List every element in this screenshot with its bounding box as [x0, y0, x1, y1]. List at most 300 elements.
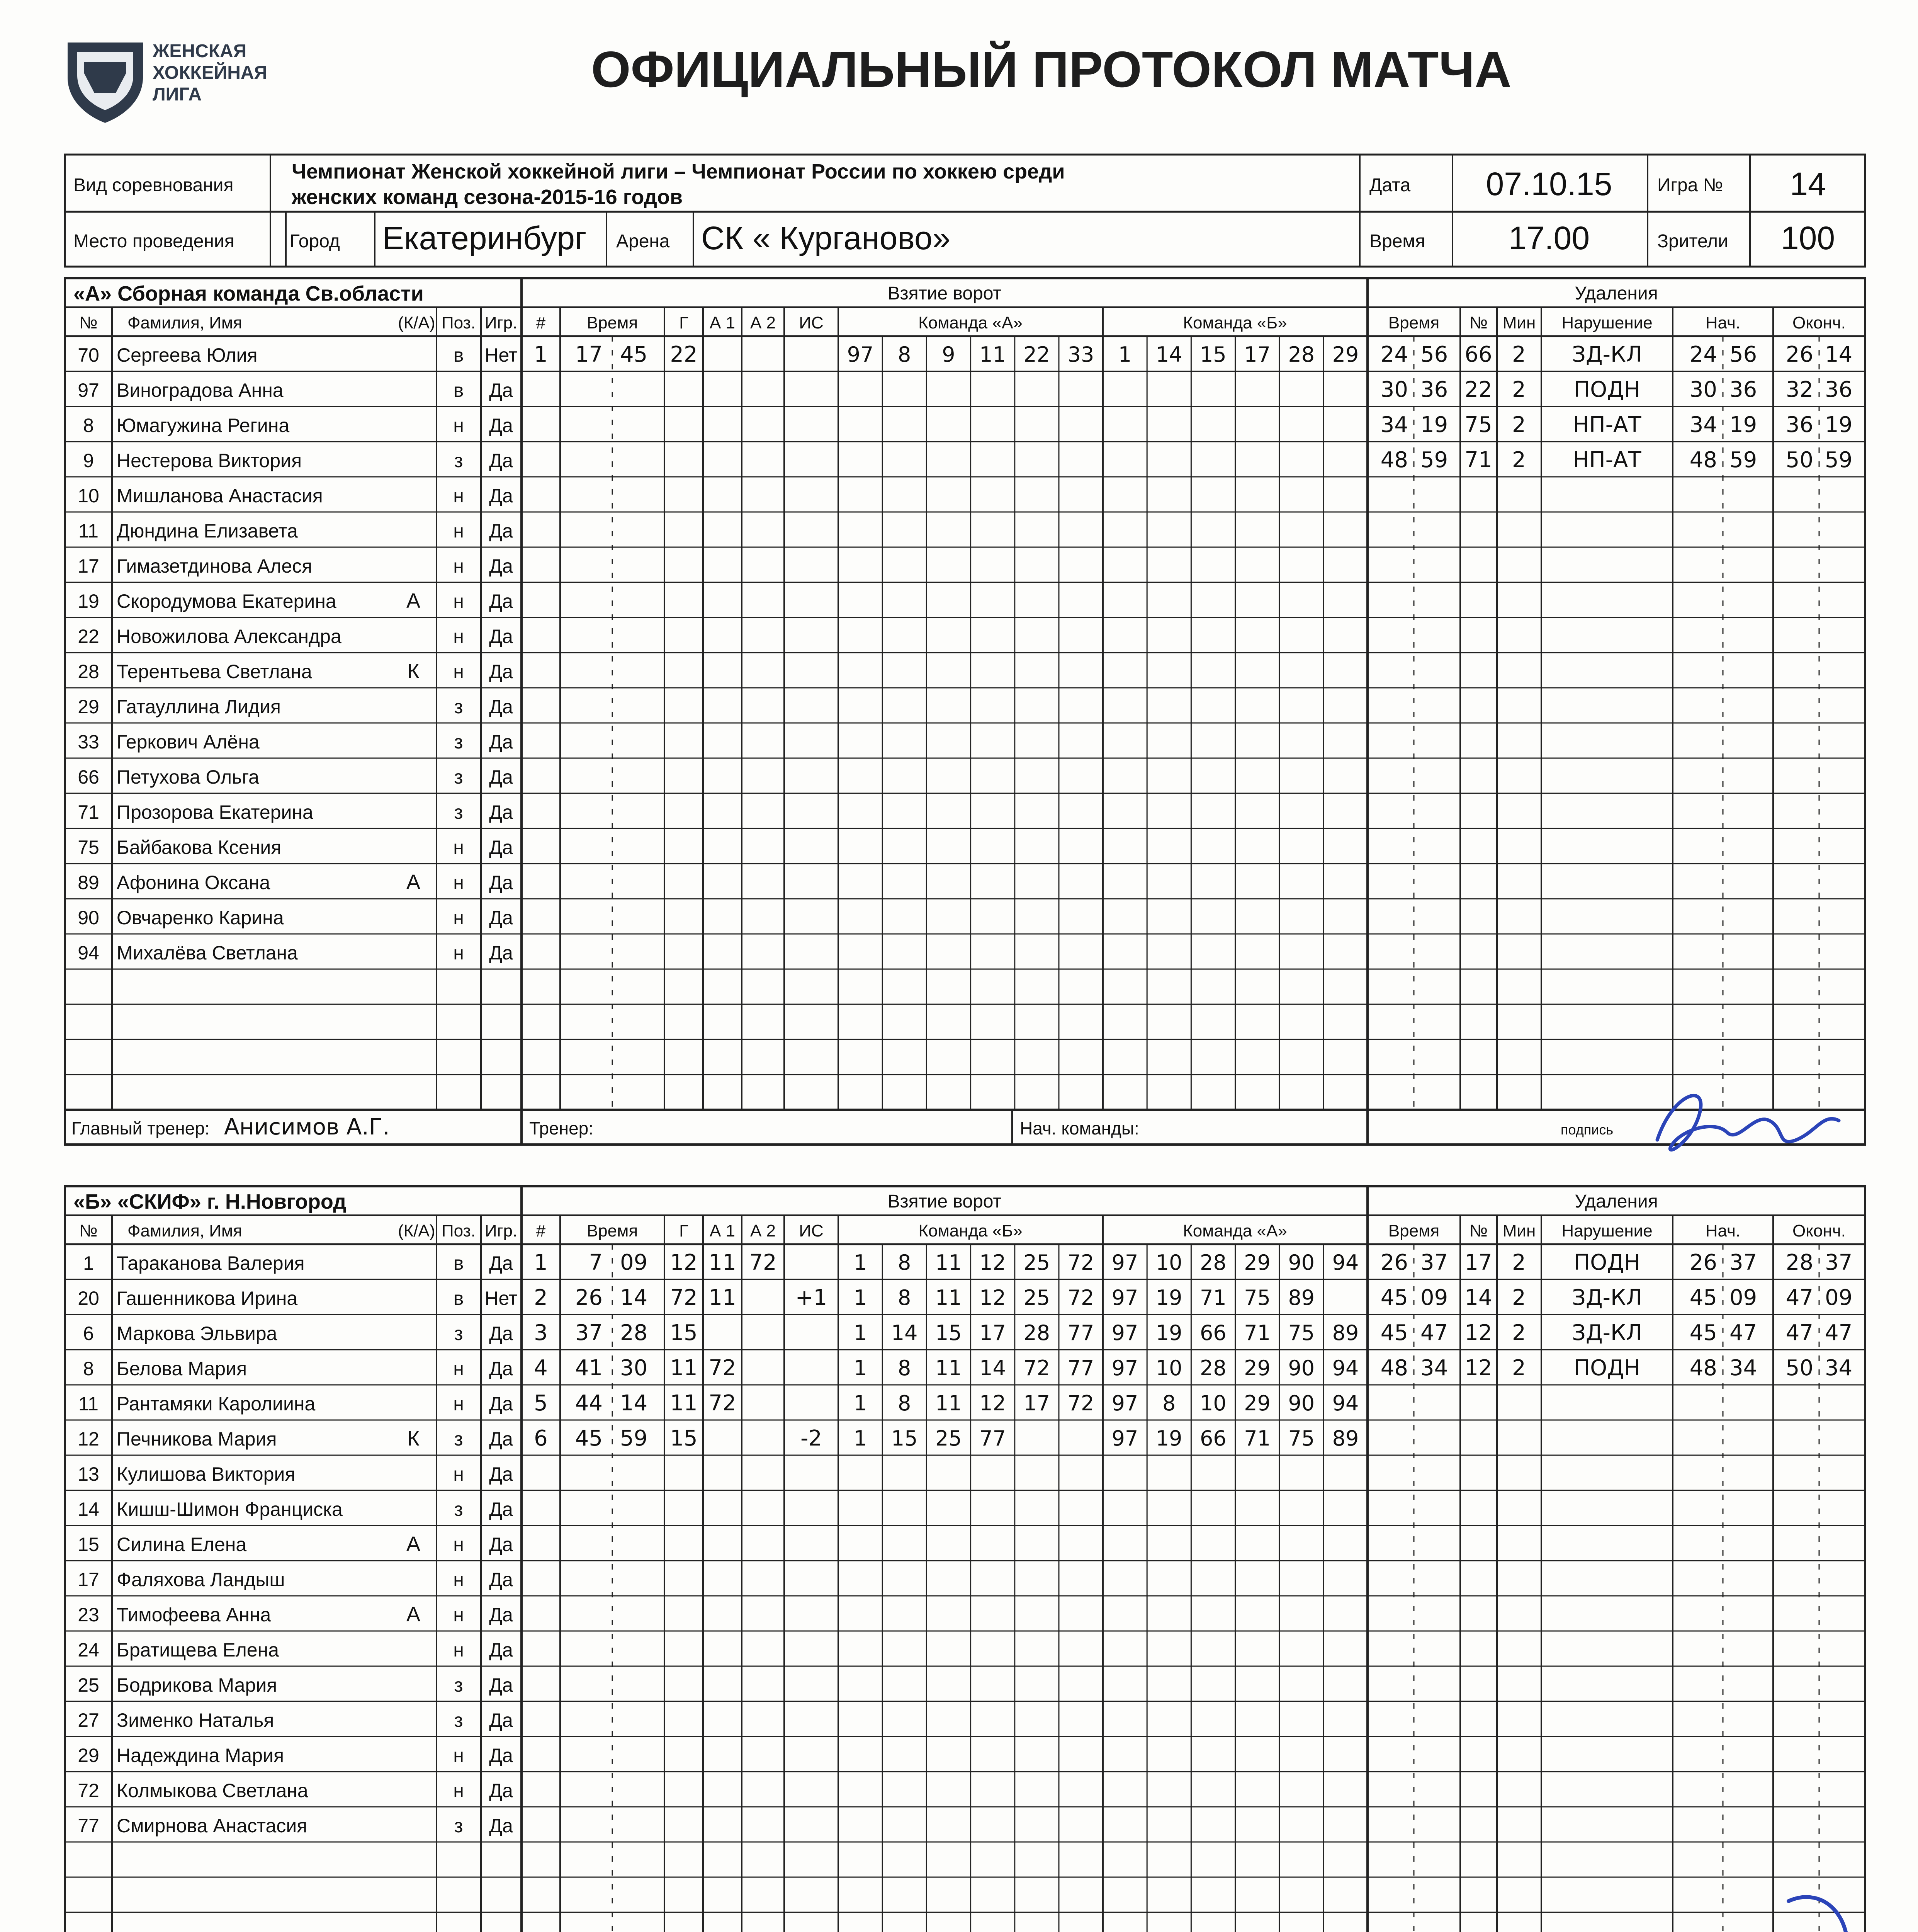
col-number: №: [79, 1221, 98, 1240]
col-number: №: [79, 313, 98, 332]
penalty-infraction: ПОДН: [1573, 1355, 1641, 1381]
player-played: Да: [489, 1674, 513, 1696]
player-played: Да: [489, 907, 513, 929]
penalty-start-sec: 37: [1729, 1250, 1757, 1275]
player-position: з: [454, 766, 463, 788]
goal-second: 59: [620, 1426, 648, 1451]
goals-section-title: Взятие ворот: [887, 1191, 1002, 1212]
goal-assist-1: 11: [708, 1250, 736, 1275]
player-position: н: [453, 1393, 464, 1415]
penalty-infraction: НП-АТ: [1573, 447, 1641, 473]
penalty-minute: 48: [1380, 1355, 1408, 1381]
player-number: 71: [78, 801, 99, 823]
goal-number: 3: [534, 1320, 548, 1345]
player-position: з: [454, 731, 463, 753]
onice-own-player: 8: [898, 1391, 911, 1415]
col-g-time: Время: [586, 1221, 638, 1240]
onice-opp-player: 97: [1111, 1356, 1138, 1380]
player-played: Да: [489, 1428, 513, 1450]
penalty-second: 09: [1420, 1285, 1448, 1310]
player-name: Кишш-Шимон Франциска: [117, 1498, 343, 1520]
col-g-g: Г: [679, 313, 688, 332]
player-number: 20: [78, 1287, 99, 1309]
onice-own-player: 33: [1067, 342, 1094, 367]
player-name: Зименко Наталья: [117, 1709, 274, 1731]
penalty-start-sec: 59: [1729, 447, 1757, 473]
player-played: Да: [489, 661, 513, 682]
onice-own-player: 8: [898, 1250, 911, 1275]
onice-own-player: 15: [935, 1321, 962, 1345]
onice-opp-player: 28: [1200, 1356, 1227, 1380]
player-position: н: [453, 590, 464, 612]
col-onice-opp: Команда «Б»: [1183, 313, 1287, 332]
col-p-no: №: [1469, 1221, 1488, 1240]
penalty-end-sec: 34: [1825, 1355, 1853, 1381]
goal-second: 28: [620, 1320, 648, 1345]
game-number: 14: [1790, 166, 1826, 202]
player-position: н: [453, 626, 464, 647]
onice-opp-player: 14: [1155, 342, 1182, 367]
col-p-inf: Нарушение: [1561, 1221, 1653, 1240]
player-played: Нет: [484, 344, 518, 366]
player-number: 77: [78, 1815, 99, 1837]
col-onice-own: Команда «Б»: [918, 1221, 1023, 1240]
onice-own-player: 14: [891, 1321, 918, 1345]
player-position: н: [453, 1534, 464, 1555]
col-g-is: ИС: [799, 1221, 824, 1240]
player-position: в: [453, 1252, 464, 1274]
penalty-player: 75: [1464, 412, 1492, 437]
onice-opp-player: 89: [1332, 1321, 1359, 1345]
penalty-minute: 48: [1380, 447, 1408, 473]
goal-number: 2: [534, 1285, 548, 1310]
player-number: 70: [78, 344, 99, 366]
col-g-a1: А 1: [709, 313, 736, 332]
onice-opp-player: 75: [1288, 1321, 1315, 1345]
onice-own-player: 97: [847, 342, 874, 367]
goal-assist-1: 72: [708, 1355, 736, 1381]
penalty-infraction: ПОДН: [1573, 1250, 1641, 1275]
col-g-hash: #: [536, 1221, 546, 1240]
player-position: н: [453, 1569, 464, 1590]
signature-label: подпись: [1561, 1122, 1614, 1138]
col-g-g: Г: [679, 1221, 688, 1240]
onice-own-player: 28: [1023, 1321, 1050, 1345]
player-position: н: [453, 942, 464, 964]
onice-opp-player: 97: [1111, 1391, 1138, 1415]
goal-second: 45: [620, 342, 648, 367]
player-position: з: [454, 1428, 463, 1450]
onice-opp-player: 97: [1111, 1321, 1138, 1345]
player-played: Да: [489, 696, 513, 718]
goal-second: 09: [620, 1250, 648, 1275]
onice-own-player: 11: [935, 1286, 962, 1310]
player-number: 97: [78, 379, 99, 401]
player-position: з: [454, 1323, 463, 1344]
player-name: Тимофеева Анна: [117, 1604, 271, 1626]
player-position: з: [454, 801, 463, 823]
player-played: Да: [489, 1709, 513, 1731]
player-name: Нестерова Виктория: [117, 450, 302, 471]
penalty-start-min: 45: [1689, 1320, 1717, 1345]
player-played: Да: [489, 801, 513, 823]
onice-opp-player: 90: [1288, 1356, 1315, 1380]
penalty-start-sec: 36: [1729, 377, 1757, 402]
penalty-end-sec: 59: [1825, 447, 1853, 473]
col-captain: (К/А): [398, 313, 435, 332]
penalty-start-sec: 34: [1729, 1355, 1757, 1381]
onice-opp-player: 90: [1288, 1250, 1315, 1275]
onice-opp-player: 1: [1118, 342, 1132, 367]
penalty-end-sec: 36: [1825, 377, 1853, 402]
player-name: Михалёва Светлана: [117, 942, 298, 964]
player-played: Да: [489, 450, 513, 471]
penalty-start-sec: 56: [1729, 342, 1757, 367]
player-played: Да: [489, 555, 513, 577]
goal-scorer: 15: [670, 1426, 698, 1451]
player-played: Да: [489, 1358, 513, 1379]
player-number: 89: [78, 872, 99, 893]
penalty-minute: 26: [1380, 1250, 1408, 1275]
game-number-label: Игра №: [1657, 175, 1723, 196]
goal-number: 4: [534, 1355, 548, 1381]
player-name: Скородумова Екатерина: [117, 590, 336, 612]
player-number: 75: [78, 837, 99, 858]
goal-second: 30: [620, 1355, 648, 1381]
penalty-minute: 45: [1380, 1285, 1408, 1310]
penalty-start-min: 48: [1689, 447, 1717, 473]
penalty-minutes: 2: [1512, 412, 1526, 437]
player-name: Байбакова Ксения: [117, 837, 282, 858]
player-number: 22: [78, 626, 99, 647]
player-position: н: [453, 1639, 464, 1661]
player-position: з: [454, 1709, 463, 1731]
spectators-label: Зрители: [1657, 231, 1728, 252]
col-p-min: Мин: [1502, 1221, 1536, 1240]
player-name: Петухова Ольга: [117, 766, 259, 788]
onice-own-player: 1: [853, 1426, 867, 1451]
onice-own-player: 1: [853, 1321, 867, 1345]
goal-number: 5: [534, 1391, 548, 1416]
document-title: ОФИЦИАЛЬНЫЙ ПРОТОКОЛ МАТЧА: [591, 41, 1512, 98]
onice-own-player: 17: [1023, 1391, 1050, 1415]
onice-own-player: 72: [1023, 1356, 1050, 1380]
player-position: н: [453, 1463, 464, 1485]
goal-number: 6: [534, 1426, 548, 1451]
player-position: н: [453, 837, 464, 858]
player-played: Да: [489, 1323, 513, 1344]
player-position: н: [453, 555, 464, 577]
col-position: Поз.: [442, 313, 476, 332]
goal-minute: 45: [575, 1426, 603, 1451]
player-name: Кулишова Виктория: [117, 1463, 296, 1485]
player-number: 14: [78, 1498, 99, 1520]
player-number: 12: [78, 1428, 99, 1450]
onice-own-player: 77: [979, 1426, 1006, 1451]
onice-own-player: 77: [1067, 1321, 1094, 1345]
goal-situation: -2: [800, 1426, 822, 1451]
player-position: з: [454, 696, 463, 718]
player-played: Да: [489, 1780, 513, 1801]
player-name: Геркович Алёна: [117, 731, 260, 753]
onice-opp-player: 19: [1155, 1426, 1182, 1451]
col-position: Поз.: [442, 1221, 476, 1240]
onice-opp-player: 97: [1111, 1286, 1138, 1310]
col-g-a2: А 2: [750, 1221, 776, 1240]
col-name: Фамилия, Имя: [127, 313, 242, 332]
onice-own-player: 1: [853, 1286, 867, 1310]
onice-opp-player: 97: [1111, 1426, 1138, 1451]
onice-opp-player: 8: [1162, 1391, 1176, 1415]
spectators-value: 100: [1780, 220, 1835, 256]
player-name: Терентьева Светлана: [117, 661, 312, 682]
col-onice-opp: Команда «А»: [1183, 1221, 1287, 1240]
player-number: 17: [78, 555, 99, 577]
penalty-end-sec: 14: [1825, 342, 1853, 367]
penalty-minute: 24: [1380, 342, 1408, 367]
player-played: Да: [489, 1815, 513, 1837]
player-number: 13: [78, 1463, 99, 1485]
onice-opp-player: 19: [1155, 1286, 1182, 1310]
col-played: Игр.: [484, 1221, 518, 1240]
penalty-end-min: 50: [1785, 1355, 1813, 1381]
penalty-infraction: ЗД-КЛ: [1572, 1285, 1642, 1310]
penalty-start-sec: 09: [1729, 1285, 1757, 1310]
onice-opp-player: 15: [1200, 342, 1227, 367]
onice-own-player: 72: [1067, 1250, 1094, 1275]
player-played: Да: [489, 1463, 513, 1485]
onice-own-player: 14: [979, 1356, 1006, 1380]
penalty-end-min: 50: [1785, 447, 1813, 473]
start-time: 17.00: [1508, 220, 1590, 256]
player-name: Дюндина Елизавета: [117, 520, 298, 542]
player-captain-mark: А: [406, 1532, 421, 1556]
penalty-second: 34: [1420, 1355, 1448, 1381]
onice-opp-player: 29: [1244, 1250, 1271, 1275]
col-p-end: Оконч.: [1792, 313, 1846, 332]
penalty-start-min: 30: [1689, 377, 1717, 402]
goal-minute: 7: [589, 1250, 603, 1275]
player-number: 6: [83, 1323, 94, 1344]
goals-section-title: Взятие ворот: [887, 283, 1002, 304]
player-name: Смирнова Анастасия: [117, 1815, 307, 1837]
venue-label: Место проведения: [73, 231, 234, 252]
onice-opp-player: 71: [1244, 1321, 1271, 1345]
goal-scorer: 72: [670, 1285, 698, 1310]
player-captain-mark: А: [406, 589, 421, 612]
player-number: 94: [78, 942, 99, 964]
onice-own-player: 22: [1023, 342, 1050, 367]
penalty-end-sec: 47: [1825, 1320, 1853, 1345]
player-played: Да: [489, 1745, 513, 1766]
onice-opp-player: 29: [1244, 1356, 1271, 1380]
match-date: 07.10.15: [1486, 166, 1612, 202]
player-number: 17: [78, 1569, 99, 1590]
player-played: Да: [489, 1498, 513, 1520]
onice-own-player: 11: [935, 1391, 962, 1415]
player-position: н: [453, 872, 464, 893]
trainer-label: Тренер:: [529, 1118, 594, 1138]
onice-own-player: 1: [853, 1391, 867, 1415]
player-number: 8: [83, 415, 94, 436]
player-number: 27: [78, 1709, 99, 1731]
competition-line-2: женских команд сезона-2015-16 годов: [292, 185, 683, 209]
player-position: н: [453, 485, 464, 507]
player-played: Да: [489, 1534, 513, 1555]
head-coach-name: Анисимов А.Г.: [224, 1114, 390, 1140]
player-name: Виноградова Анна: [117, 379, 284, 401]
onice-own-player: 12: [979, 1250, 1006, 1275]
player-played: Да: [489, 1252, 513, 1274]
logo-line-3: ЛИГА: [153, 84, 202, 105]
onice-opp-player: 89: [1288, 1286, 1315, 1310]
onice-own-player: 12: [979, 1391, 1006, 1415]
penalty-end-min: 32: [1785, 377, 1813, 402]
player-name: Мишланова Анастасия: [117, 485, 323, 507]
onice-opp-player: 28: [1200, 1250, 1227, 1275]
onice-own-player: 8: [898, 1356, 911, 1380]
city-value: Екатеринбург: [382, 220, 587, 256]
penalty-player: 17: [1464, 1250, 1492, 1275]
goal-number: 1: [534, 342, 548, 367]
penalty-minutes: 2: [1512, 377, 1526, 402]
col-g-time: Время: [586, 313, 638, 332]
player-position: н: [453, 1358, 464, 1379]
player-position: н: [453, 415, 464, 436]
player-name: Братищева Елена: [117, 1639, 279, 1661]
penalties-section-title: Удаления: [1575, 283, 1658, 304]
onice-own-player: 77: [1067, 1356, 1094, 1380]
penalty-end-min: 47: [1785, 1320, 1813, 1345]
player-position: в: [453, 344, 464, 366]
penalty-end-sec: 09: [1825, 1285, 1853, 1310]
goal-assist-1: 11: [708, 1285, 736, 1310]
player-position: н: [453, 1604, 464, 1626]
player-name: Печникова Мария: [117, 1428, 277, 1450]
col-g-hash: #: [536, 313, 546, 332]
player-name: Тараканова Валерия: [117, 1252, 305, 1274]
penalty-start-sec: 47: [1729, 1320, 1757, 1345]
player-position: н: [453, 661, 464, 682]
penalty-end-min: 47: [1785, 1285, 1813, 1310]
player-name: Юмагужина Регина: [117, 415, 290, 436]
onice-opp-player: 17: [1244, 342, 1271, 367]
penalty-infraction: ПОДН: [1573, 377, 1641, 402]
col-p-time: Время: [1388, 313, 1440, 332]
col-p-inf: Нарушение: [1561, 313, 1653, 332]
onice-opp-player: 75: [1288, 1426, 1315, 1451]
penalty-player: 14: [1464, 1285, 1492, 1310]
player-played: Да: [489, 1569, 513, 1590]
player-name: Маркова Эльвира: [117, 1323, 277, 1344]
player-number: 24: [78, 1639, 99, 1661]
penalty-end-min: 28: [1785, 1250, 1813, 1275]
onice-opp-player: 75: [1244, 1286, 1271, 1310]
penalty-start-min: 48: [1689, 1355, 1717, 1381]
onice-own-player: 25: [935, 1426, 962, 1451]
player-position: з: [454, 450, 463, 471]
onice-own-player: 17: [979, 1321, 1006, 1345]
player-position: н: [453, 1745, 464, 1766]
player-name: Гашенникова Ирина: [117, 1287, 298, 1309]
goal-scorer: 11: [670, 1391, 698, 1416]
player-number: 8: [83, 1358, 94, 1379]
player-number: 90: [78, 907, 99, 929]
col-p-time: Время: [1388, 1221, 1440, 1240]
onice-opp-player: 66: [1200, 1426, 1227, 1451]
penalty-infraction: ЗД-КЛ: [1572, 1320, 1642, 1345]
player-name: Силина Елена: [117, 1534, 247, 1555]
player-number: 1: [83, 1252, 94, 1274]
player-played: Да: [489, 766, 513, 788]
col-p-end: Оконч.: [1792, 1221, 1846, 1240]
player-position: з: [454, 1498, 463, 1520]
player-number: 33: [78, 731, 99, 753]
team-chief-label: Нач. команды:: [1020, 1118, 1139, 1138]
logo-line-2: ХОККЕЙНАЯ: [153, 63, 268, 83]
onice-own-player: 12: [979, 1286, 1006, 1310]
goal-minute: 44: [575, 1391, 603, 1416]
goal-situation: +1: [795, 1285, 827, 1310]
player-name: Прозорова Екатерина: [117, 801, 313, 823]
onice-own-player: 25: [1023, 1286, 1050, 1310]
col-g-a1: А 1: [709, 1221, 736, 1240]
player-name: Надеждина Мария: [117, 1745, 284, 1766]
penalty-player: 66: [1464, 342, 1492, 367]
goal-minute: 37: [575, 1320, 603, 1345]
penalty-minute: 34: [1380, 412, 1408, 437]
goal-assist-1: 72: [708, 1391, 736, 1416]
arena-label: Арена: [616, 231, 670, 252]
penalty-player: 22: [1464, 377, 1492, 402]
player-captain-mark: К: [407, 1427, 420, 1450]
competition-label: Вид соревнования: [73, 175, 234, 196]
player-number: 11: [78, 1393, 99, 1415]
player-played: Да: [489, 1393, 513, 1415]
player-name: Сергеева Юлия: [117, 344, 258, 366]
onice-own-player: 11: [935, 1250, 962, 1275]
penalty-minute: 30: [1380, 377, 1408, 402]
penalty-second: 36: [1420, 377, 1448, 402]
goal-minute: 17: [575, 342, 603, 367]
onice-opp-player: 19: [1155, 1321, 1182, 1345]
player-name: Фаляхова Ландыш: [117, 1569, 285, 1590]
onice-opp-player: 94: [1332, 1250, 1359, 1275]
col-name: Фамилия, Имя: [127, 1221, 242, 1240]
goal-minute: 41: [575, 1355, 603, 1381]
player-name: Бодрикова Мария: [117, 1674, 277, 1696]
onice-own-player: 8: [898, 342, 911, 367]
player-number: 72: [78, 1780, 99, 1801]
player-name: Гимазетдинова Алеся: [117, 555, 313, 577]
onice-opp-player: 66: [1200, 1321, 1227, 1345]
logo-line-1: ЖЕНСКАЯ: [153, 41, 247, 61]
goal-assist-2: 72: [749, 1250, 777, 1275]
onice-opp-player: 29: [1332, 342, 1359, 367]
penalty-start-min: 34: [1689, 412, 1717, 437]
player-name: Белова Мария: [117, 1358, 247, 1379]
onice-opp-player: 29: [1244, 1391, 1271, 1415]
player-number: 25: [78, 1674, 99, 1696]
onice-opp-player: 90: [1288, 1391, 1315, 1415]
onice-own-player: 8: [898, 1286, 911, 1310]
player-name: Гатауллина Лидия: [117, 696, 281, 718]
player-played: Да: [489, 590, 513, 612]
penalty-start-min: 24: [1689, 342, 1717, 367]
penalty-end-min: 26: [1785, 342, 1813, 367]
col-p-start: Нач.: [1705, 313, 1741, 332]
onice-own-player: 1: [853, 1250, 867, 1275]
